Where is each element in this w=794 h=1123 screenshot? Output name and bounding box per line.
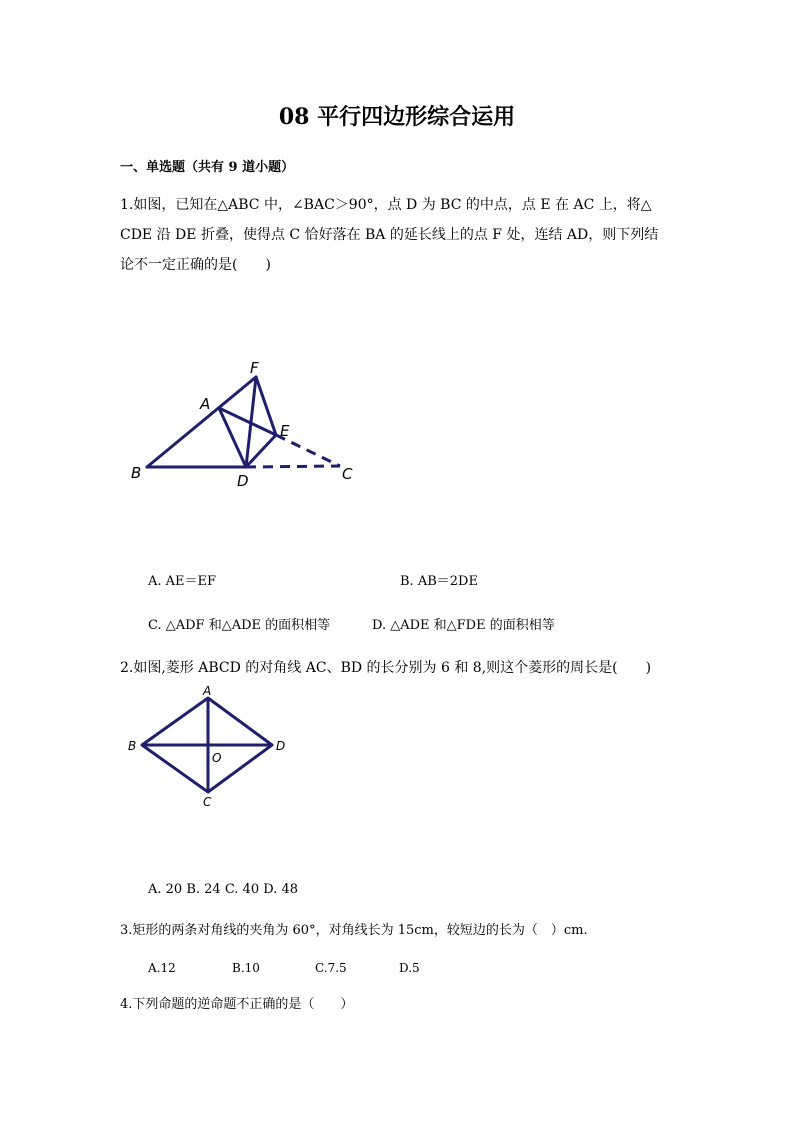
question-1-line-1 <box>120 190 652 220</box>
question-3-option-d[interactable]: D.5 <box>399 961 420 975</box>
question-1-text-line-3: 论不一定正确的是( ) <box>120 257 271 273</box>
page-title: 08 平行四边形综合运用 <box>278 104 516 130</box>
question-2-line <box>120 653 651 683</box>
question-3-line <box>120 916 588 946</box>
question-3-option-b[interactable]: B.10 <box>232 961 260 975</box>
question-1-option-d[interactable]: D. △ADE 和△FDE 的面积相等 <box>372 618 555 633</box>
dashed-segment-DC <box>246 466 340 467</box>
section-heading: 一、单选题（共有 9 道小题） <box>120 160 295 175</box>
question-1-text-line-2: CDE 沿 DE 折叠，使得点 C 恰好落在 BA 的延长线上的点 F 处，连结 AD，则下列结 <box>120 227 659 243</box>
question-2-options[interactable]: A. 20 B. 24 C. 40 D. 48 <box>148 882 299 897</box>
question-3-number: 3. <box>120 923 133 938</box>
question-1-option-a[interactable]: A. AE＝EF <box>148 574 217 589</box>
label-D: D <box>237 472 249 490</box>
question-1-option-c[interactable]: C. △ADF 和△ADE 的面积相等 <box>148 618 331 633</box>
question-4-number: 4. <box>120 997 133 1012</box>
question-4-line <box>120 990 353 1020</box>
label-A: A <box>203 684 212 698</box>
question-1-option-b[interactable]: B. AB＝2DE <box>400 574 478 589</box>
question-4-text: 下列命题的逆命题不正确的是（ ） <box>132 997 354 1012</box>
question-1-figure <box>120 350 380 500</box>
segment-AD <box>219 408 246 467</box>
label-C: C <box>203 795 212 809</box>
label-F: F <box>250 359 259 377</box>
question-2-figure <box>120 680 300 810</box>
question-2-number: 2. <box>120 660 134 676</box>
question-1-text-line-1: 如图，已知在△ABC 中，∠BAC＞90°，点 D 为 BC 的中点，点 E 在 AC 上，将△ <box>133 197 652 213</box>
label-E: E <box>280 422 290 440</box>
label-D: D <box>276 739 286 753</box>
question-2-text: 如图,菱形 ABCD 的对角线 AC、BD 的长分别为 6 和 8,则这个菱形的周长是( ) <box>133 660 652 676</box>
label-B: B <box>128 739 137 753</box>
label-A: A <box>200 395 211 413</box>
label-O: O <box>212 751 222 765</box>
question-1-number: 1. <box>120 197 134 213</box>
label-B: B <box>131 464 142 482</box>
question-3-text: 矩形的两条对角线的夹角为 60°，对角线长为 15cm，较短边的长为（ ）cm. <box>132 923 588 938</box>
question-3-option-a[interactable]: A.12 <box>148 961 176 975</box>
label-C: C <box>342 465 353 483</box>
question-3-option-c[interactable]: C.7.5 <box>315 961 347 975</box>
